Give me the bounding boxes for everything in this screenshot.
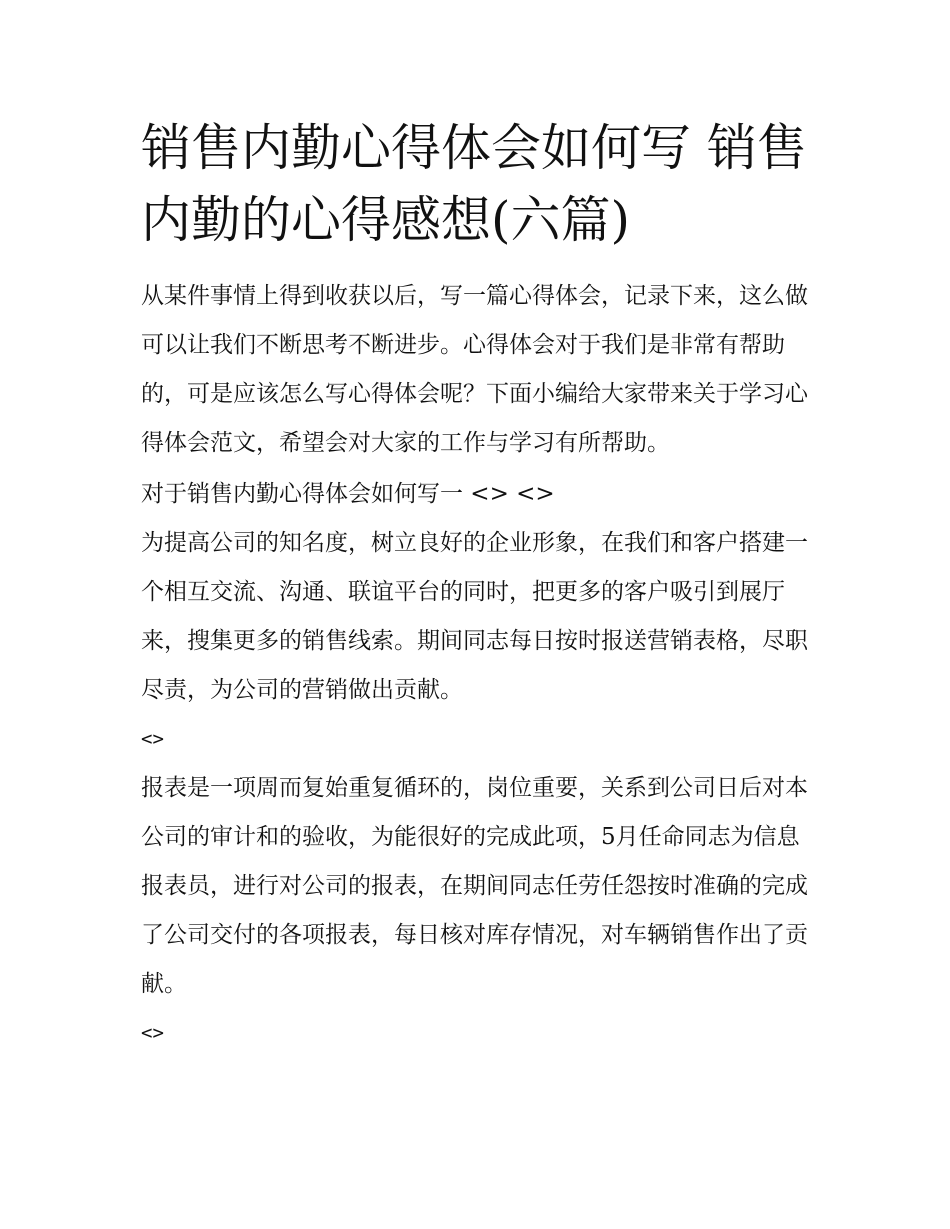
section-marker-2: <> — [141, 1022, 164, 1044]
document-page — [141, 112, 813, 1058]
body-paragraph-2: 报表是一项周而复始重复循环的，岗位重要，关系到公司日后对本公司的审计和的验收，为能很好的完成此项，5月任命同志为信息报表员，进行对公司的报表，在期间同志任劳任怨按时准确的完成了公司交付的各项报表，每日核对库存情况，对车辆销售作出了贡献。 — [141, 775, 808, 997]
intro-paragraph: 从某件事情上得到收获以后，写一篇心得体会，记录下来，这么做可以让我们不断思考不断进步。心得体会对于我们是非常有帮助的，可是应该怎么写心得体会呢？下面小编给大家带来关于学习心得体会范文，希望会对大家的工作与学习有所帮助。 — [141, 283, 808, 456]
document-title: 销售内勤心得体会如何写 销售内勤的心得感想(六篇) — [141, 119, 807, 249]
body-paragraph-1: 为提高公司的知名度，树立良好的企业形象，在我们和客户搭建一个相互交流、沟通、联谊平台的同时，把更多的客户吸引到展厅来，搜集更多的销售线索。期间同志每日按时报送营销表格，尽职尽责，为公司的营销做出贡献。 — [141, 530, 808, 703]
section-heading: 对于销售内勤心得体会如何写一 <> <> — [141, 481, 555, 507]
section-marker-1: <> — [141, 728, 164, 750]
